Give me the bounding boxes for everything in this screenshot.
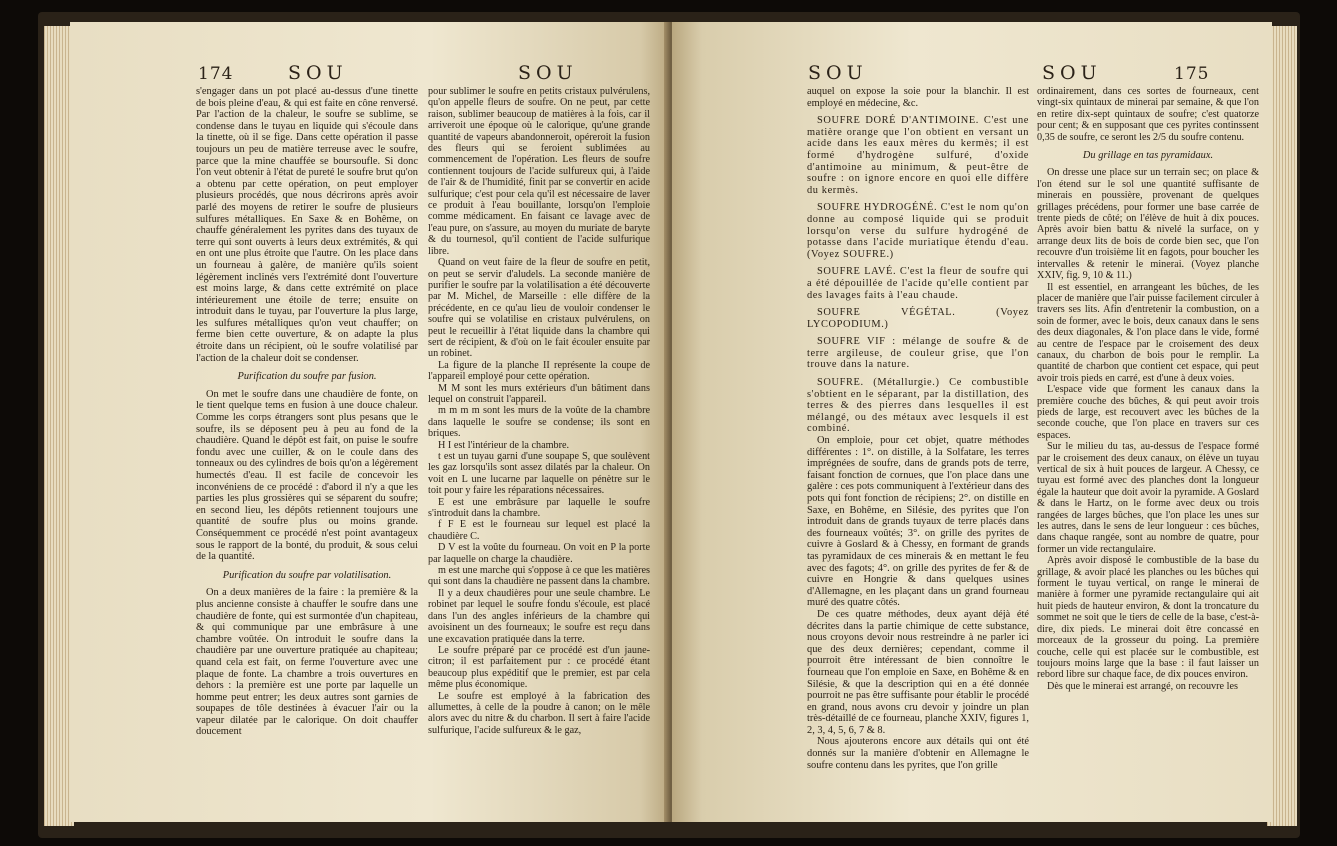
paragraph: f F E est le fourneau sur lequel est placé la chaudière C. bbox=[428, 519, 650, 542]
paragraph: On met le soufre dans une chaudière de fonte, on le tient quelque tems en fusion à une douce chaleur. Comme les corps étrangers sont plus pesans que le soufre, ils se déposent peu à peu au fond de la chaudière. Quand le dépôt est fait, on puise le soufre fondu avec une cuiller, & on le coule dans des tonneaux ou des cylindres de bois qu'on a légèrement humectés d'eau. Il est facile de concevoir les inconvéniens de ce procédé : d'abord il n'y a que les parties les plus grossières qui se séparent du soufre; en second lieu, les dépôts retiennent toujours une quantité de soufre plus ou moins grande. Conséquemment ce procédé n'est point avantageux sous le rapport de la bonté, du produit, & sous celui de la quantité. bbox=[196, 388, 418, 563]
right-page bbox=[672, 22, 1272, 822]
left-running-head-2: SOU bbox=[518, 62, 578, 84]
paragraph: On a deux manières de la faire : la première & la plus ancienne consiste à chauffer le soufre dans une chaudière de fonte, qui est surmontée d'un chapiteau, & qui communique par une embrâsure à une chambre voûtée. On introduit le soufre dans la chaudière par une ouverture pratiquée au chapiteau; quand cela est fait, on ferme l'ouverture avec une plaque de fonte. La chambre a trois ouvertures en dehors : la première est une porte par laquelle un homme peut entrer; les deux autres sont garnies de soupapes de tôle destinées à évacuer l'air ou la vapeur dilatée par le calorique. On doit chauffer doucement bbox=[196, 587, 418, 738]
paragraph: Il est essentiel, en arrangeant les bûches, de les placer de manière que l'air puisse facilement circuler à travers ses lits. Afin d'entretenir la combustion, on a soin de former, avec le bois, deux canaux dans le sens des deux diagonales, & l'on place dans le vide, formé au centre de l'espace par le croisement des deux canaux, du charbon de bois pour le remplir. La quantité de charbon que contient cet espace, qui peut avoir trois pieds en carré, est d'une à deux voies. bbox=[1037, 281, 1259, 384]
paragraph: Sur le milieu du tas, au-dessus de l'espace formé par le croisement des deux canaux, on élève un tuyau vertical de six à huit pouces de largeur. A Chessy, ce tuyau est formé avec des planches dont la longueur égale la hauteur que doit avoir la pyramide. A Goslard & dans le Hartz, on le forme avec deux ou trois rangées de larges bûches, que l'on place les unes sur les autres, dans le sens de leur longueur : ces bûches, dans chaque rangée, sont au nombre de quatre, pour former un vide rectangulaire. bbox=[1037, 441, 1259, 555]
dictionary-entry: SOUFRE. (Métallurgie.) Ce combustible s'obtient en le séparant, par la distillation, des terres & des pierres dans lesquelles il est mélangé, ou des métaux avec lesquels il est combiné. bbox=[807, 377, 1029, 435]
left-page bbox=[70, 22, 670, 822]
dictionary-entry: SOUFRE HYDROGÉNÉ. C'est le nom qu'on donne au composé liquide qui se produit lorsqu'on verse du sulfure hydrogéné de potasse dans l'acide muriatique étendu d'eau. (Voyez SOUFRE.) bbox=[807, 202, 1029, 260]
left-page-column-1 bbox=[196, 86, 418, 738]
paragraph: E est une embrâsure par laquelle le soufre s'introduit dans la chambre. bbox=[428, 496, 650, 520]
paragraph: t est un tuyau garni d'une soupape S, que soulèvent les gaz lorsqu'ils sont assez dilatés par la chaleur. On voit en L une lucarne par laquelle on pénètre sur le toit pour y faire les réparations nécessaires. bbox=[428, 451, 650, 497]
paragraph: Le soufre est employé à la fabrication des allumettes, à celle de la poudre à canon; on le mêle alors avec du nitre & du charbon. Il sert à faire l'acide sulfurique, l'acide sulfureux & le gaz, bbox=[428, 690, 650, 736]
paragraph: auquel on expose la soie pour la blanchir. Il est employé en médecine, &c. bbox=[807, 86, 1029, 109]
left-page-number bbox=[198, 62, 233, 84]
paragraph: On dresse une place sur un terrain sec; on place & l'on étend sur le sol une quantité suffisante de minerais en poussière, provenant de quelques grillages précédens, pour former une base carrée de trente pieds de côté; on l'élève de huit à dix pouces. Après avoir bien battu & nivelé la surface, on y arrange deux lits de bois de corde bien sec, que l'on recouvre d'un troisième lit en fagots, pour boucher les intervalles & retenir le minerai. (Voyez planche XXIV, fig. 9, 10 & 11.) bbox=[1037, 167, 1259, 282]
paragraph: s'engager dans un pot placé au-dessus d'une tinette de bois pleine d'eau, & qui est faite en cône renversé. Par l'action de la chaleur, le soufre se sublime, se condense dans le tuyau en liquide qui s'écoule dans la tinette, où il se fige. Dans cette opération il passe toujours un peu de matière terreuse avec le soufre, parce que la mine chauffée se boursoufle. Si donc l'on veut obtenir à l'état de pureté le soufre brut qu'on a obtenu par cette opération, on peut employer plusieurs procédés, que nous décrirons après avoir parlé des moyens de retirer le soufre de plusieurs sulfures métalliques. En Saxe & en Bohême, on chauffe généralement les pyrites dans des tuyaux de terre qui sont ouverts à leurs deux extrémités, & qui en ont une plus étroite que l'autre. On les place dans un fourneau à galère, de manière qu'ils soient légèrement inclinés vers l'extrémité dont l'ouverture est moins large, & dans cette extrémité on place intérieurement une étoile de terre; ensuite on introduit dans le tuyau, par l'ouverture la plus large, les sulfures métalliques qu'on veut chauffer; on ferme bien cette ouverture, & on adapte la plus étroite dans un récipient, où le soufre volatilisé par l'action de la chaleur doit se condenser. bbox=[196, 86, 418, 364]
paragraph: On emploie, pour cet objet, quatre méthodes différentes : 1°. on distille, à la Solfatare, les terres imprégnées de soufre, dans de grands pots de terre, faisant fonction de cornues, que l'on place dans une galère : ces pots communiquent à l'extérieur dans des pots qui font fonction de récipiens; 2°. on distille en Saxe, en Bohême, en Silésie, des pyrites que l'on introduit dans de grands tuyaux de terre placés dans des fourneaux voûtés; 3°. on grille des pyrites de cuivre à Goslard & à Chessy, en formant de grands tas pyramidaux de ces minerais & en mettant le feu avec des fagots; 4°. on grille des pyrites de fer & de cuivre en Hongrie & dans quelques usines d'Allemagne, en les plaçant dans un grand fourneau muré des quatre côtés. bbox=[807, 435, 1029, 609]
page-number: 174 bbox=[198, 64, 234, 84]
paragraph: M M sont les murs extérieurs d'un bâtiment dans lequel on construit l'appareil. bbox=[428, 382, 650, 405]
dictionary-entry: SOUFRE LAVÉ. C'est la fleur de soufre qui a été dépouillée de l'acide qu'elle contient par des lavages faits à l'eau chaude. bbox=[807, 266, 1029, 301]
right-running-head-1: SOU bbox=[808, 62, 868, 84]
dictionary-entry: SOUFRE DORÉ D'ANTIMOINE. C'est une matière orange que l'on obtient en versant un acide dans les eaux mères du kermès; il est formé d'hydrogène sulfuré, d'oxide d'antimoine au minimum, & peut-être de soufre : on ignore encore en quoi elle diffère du kermès. bbox=[807, 115, 1029, 196]
paragraph: ordinairement, dans ces sortes de fourneaux, cent vingt-six quintaux de minerai par semaine, & que l'on en retire dix-sept quintaux de soufre; c'est quatorze pour cent; & en supposant que ces pyrites continssent 0,35 de soufre, ce seront les 2/5 du soufre contenu. bbox=[1037, 86, 1259, 143]
paragraph: pour sublimer le soufre en petits cristaux pulvérulens, qu'on appelle fleurs de soufre. On ne peut, par cette raison, sublimer beaucoup de matières à la fois, car il arriveroit une époque où le calorique, qu'une grande quantité de vapeurs abandonneroit, opéreroit la fusion des fleurs qui se feroient sublimées au commencement de l'opération. Les fleurs de soufre contiennent toujours de l'acide sulfureux qui, à l'aide de l'air & de l'humidité, finit par se convertir en acide sulfurique; c'est pour cela qu'il est nécessaire de laver ce produit à l'eau bouillante, lorsqu'on l'emploie comme médicament. En faisant ce lavage avec de l'eau pure, on s'assure, au moyen du muriate de baryte & du tournesol, qu'il contient de l'acide sulfurique libre. bbox=[428, 86, 650, 257]
page-number: 175 bbox=[1174, 64, 1210, 84]
paragraph: Il y a deux chaudières pour une seule chambre. Le robinet par lequel le soufre fondu s'écoule, est placé dans l'un des angles inférieurs de la chambre qui avoisinent un des fourneaux; le soufre est reçu dans une excavation pratiquée dans la terre. bbox=[428, 587, 650, 645]
left-page-column-2 bbox=[428, 86, 650, 736]
right-page-number bbox=[1174, 62, 1209, 84]
dictionary-entry: SOUFRE VÉGÉTAL. (Voyez LYCOPODIUM.) bbox=[807, 307, 1029, 330]
right-page-column-2 bbox=[1037, 86, 1259, 692]
paragraph: D V est la voûte du fourneau. On voit en P la porte par laquelle on charge la chaudière. bbox=[428, 542, 650, 565]
section-heading: Purification du soufre par fusion. bbox=[237, 371, 377, 383]
paragraph: H I est l'intérieur de la chambre. bbox=[438, 439, 570, 451]
section-heading: Purification du soufre par volatilisation. bbox=[222, 569, 392, 581]
paragraph: Quand on veut faire de la fleur de soufre en petit, on peut se servir d'aludels. La seconde manière de purifier le soufre par la volatilisation a été découverte par M. Michel, de Marseille : elle diffère de la précédente, en ce qu'au lieu de vouloir condenser le soufre qui se volatilise en cristaux pulvérulens, on peut le recueillir à l'état liquide dans la chambre qui sert de récipient, & d'où on le fait écouler ensuite par un robinet. bbox=[428, 257, 650, 360]
paragraph: m est une marche qui s'oppose à ce que les matières qui sont dans la chaudière ne passent dans la chambre. bbox=[428, 565, 650, 588]
paragraph: Nous ajouterons encore aux détails qui ont été donnés sur la manière d'obtenir en Allemagne le soufre contenu dans les pyrites, que l'on grille bbox=[807, 736, 1029, 771]
left-running-head-1: SOU bbox=[288, 62, 348, 84]
paragraph: De ces quatre méthodes, deux ayant déjà été décrites dans la partie chimique de cette substance, nous croyons devoir nous restreindre à ne parler ici que des deux dernières; cependant, comme il pourroit être intéressant de bien connoître le fourneau que l'on emploie en Saxe, en Bohême & en Silésie, & que la description qui en a été donnée pourroit ne pas être suffisante pour établir le procédé en grand, nous avons cru devoir y joindre un plan très-détaillé de ce fourneau, planche XXIV, figures 1, 2, 3, 4, 5, 6, 7 & 8. bbox=[807, 608, 1029, 736]
paragraph: La figure de la planche II représente la coupe de l'appareil employé pour cette opération. bbox=[428, 359, 650, 383]
right-running-head-2: SOU bbox=[1042, 62, 1102, 84]
paragraph: Dès que le minerai est arrangé, on recouvre les bbox=[1047, 680, 1238, 692]
dictionary-entry: SOUFRE VIF : mélange de soufre & de terre argileuse, de couleur grise, que l'on trouve dans la nature. bbox=[807, 336, 1029, 371]
paragraph: Le soufre préparé par ce procédé est d'un jaune-citron; il est parfaitement pur : ce procédé étant beaucoup plus expéditif que le premier, est par cela même plus économique. bbox=[428, 644, 650, 691]
paragraph: L'espace vide que forment les canaux dans la première couche des bûches, & qui peut avoir trois pieds de large, est recouvert avec les bûches de la seconde couche, que l'on place en travers sur ces espaces. bbox=[1037, 384, 1259, 441]
paragraph: Après avoir disposé le combustible de la base du grillage, & avoir placé les planches ou les bûches qui forment le tuyau vertical, on range le minerai de manière à former une pyramide rectangulaire qui ait huit pieds de hauteur environ, & dont la troncature du sommet ne soit que le tiers de celle de la base, c'est-à-dire, dix pieds. Le minerai doit être concassé en morceaux de la grosseur du poing. La première couche, celle qui est placée sur le combustible, est toujours moins large que la base : il faut laisser un rebord libre sur chaque face, de dix pouces environ. bbox=[1037, 555, 1259, 681]
paragraph: m m m m sont les murs de la voûte de la chambre dans laquelle le soufre se condense; ils sont en briques. bbox=[428, 405, 650, 440]
section-heading: Du grillage en tas pyramidaux. bbox=[1082, 150, 1214, 162]
right-page-column-1 bbox=[807, 86, 1029, 771]
